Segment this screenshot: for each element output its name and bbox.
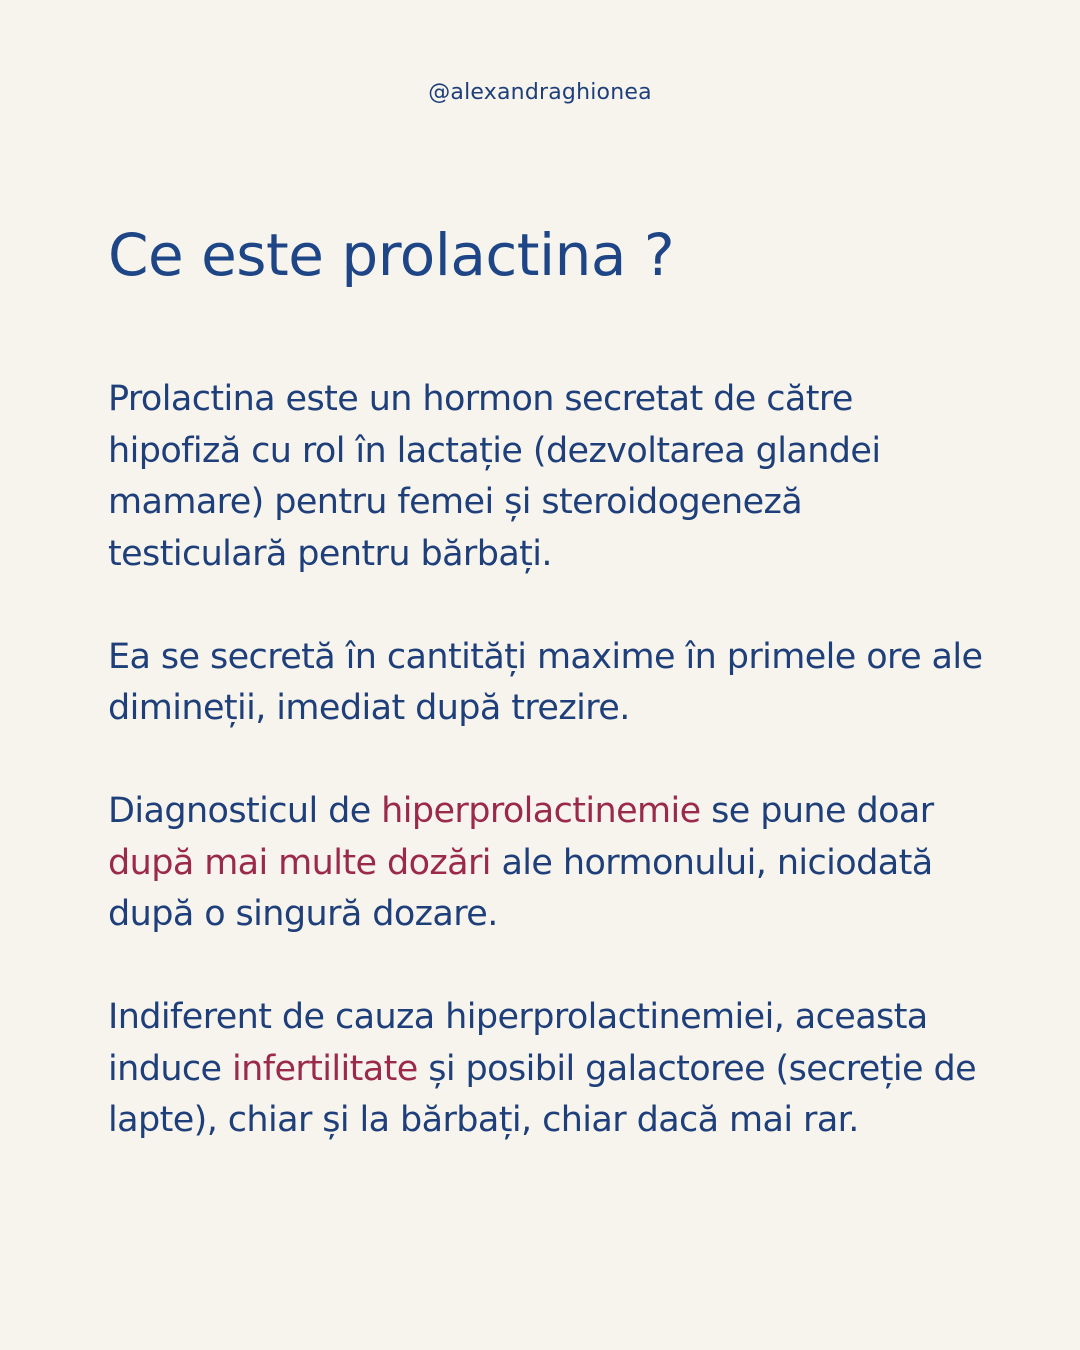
paragraph-effects <box>108 992 988 1147</box>
highlight-term: după mai multe dozări <box>108 842 491 883</box>
paragraph-diagnosis <box>108 786 988 941</box>
paragraph-text: se pune doar <box>700 791 934 831</box>
paragraph-text: Diagnosticul de <box>108 791 382 831</box>
paragraph-text: și posibil galactoree (secreție de lapte), chiar și la bărbați, chiar dacă mai rar. <box>108 1048 976 1140</box>
paragraph-secretion-timing: Ea se secretă în cantități maxime în primele ore ale dimineții, imediat după trezire. <box>108 636 983 728</box>
author-handle: @alexandraghionea <box>428 80 652 105</box>
paragraph-definition: Prolactina este un hormon secretat de către hipofiză cu rol în lactație (dezvoltarea glandei mamare) pentru femei și steroidogeneză testiculară pentru bărbați. <box>108 379 881 574</box>
page-title: Ce este prolactina ? <box>108 221 675 289</box>
highlight-term: infertilitate <box>232 1048 418 1089</box>
paragraph-text: Indiferent de cauza hiperprolactinemiei, aceasta induce <box>108 997 928 1089</box>
highlight-term: hiperprolactinemie <box>381 791 701 831</box>
article-body <box>108 374 988 1198</box>
paragraph-text: ale hormonului, niciodată după o singură dozare. <box>108 842 933 934</box>
